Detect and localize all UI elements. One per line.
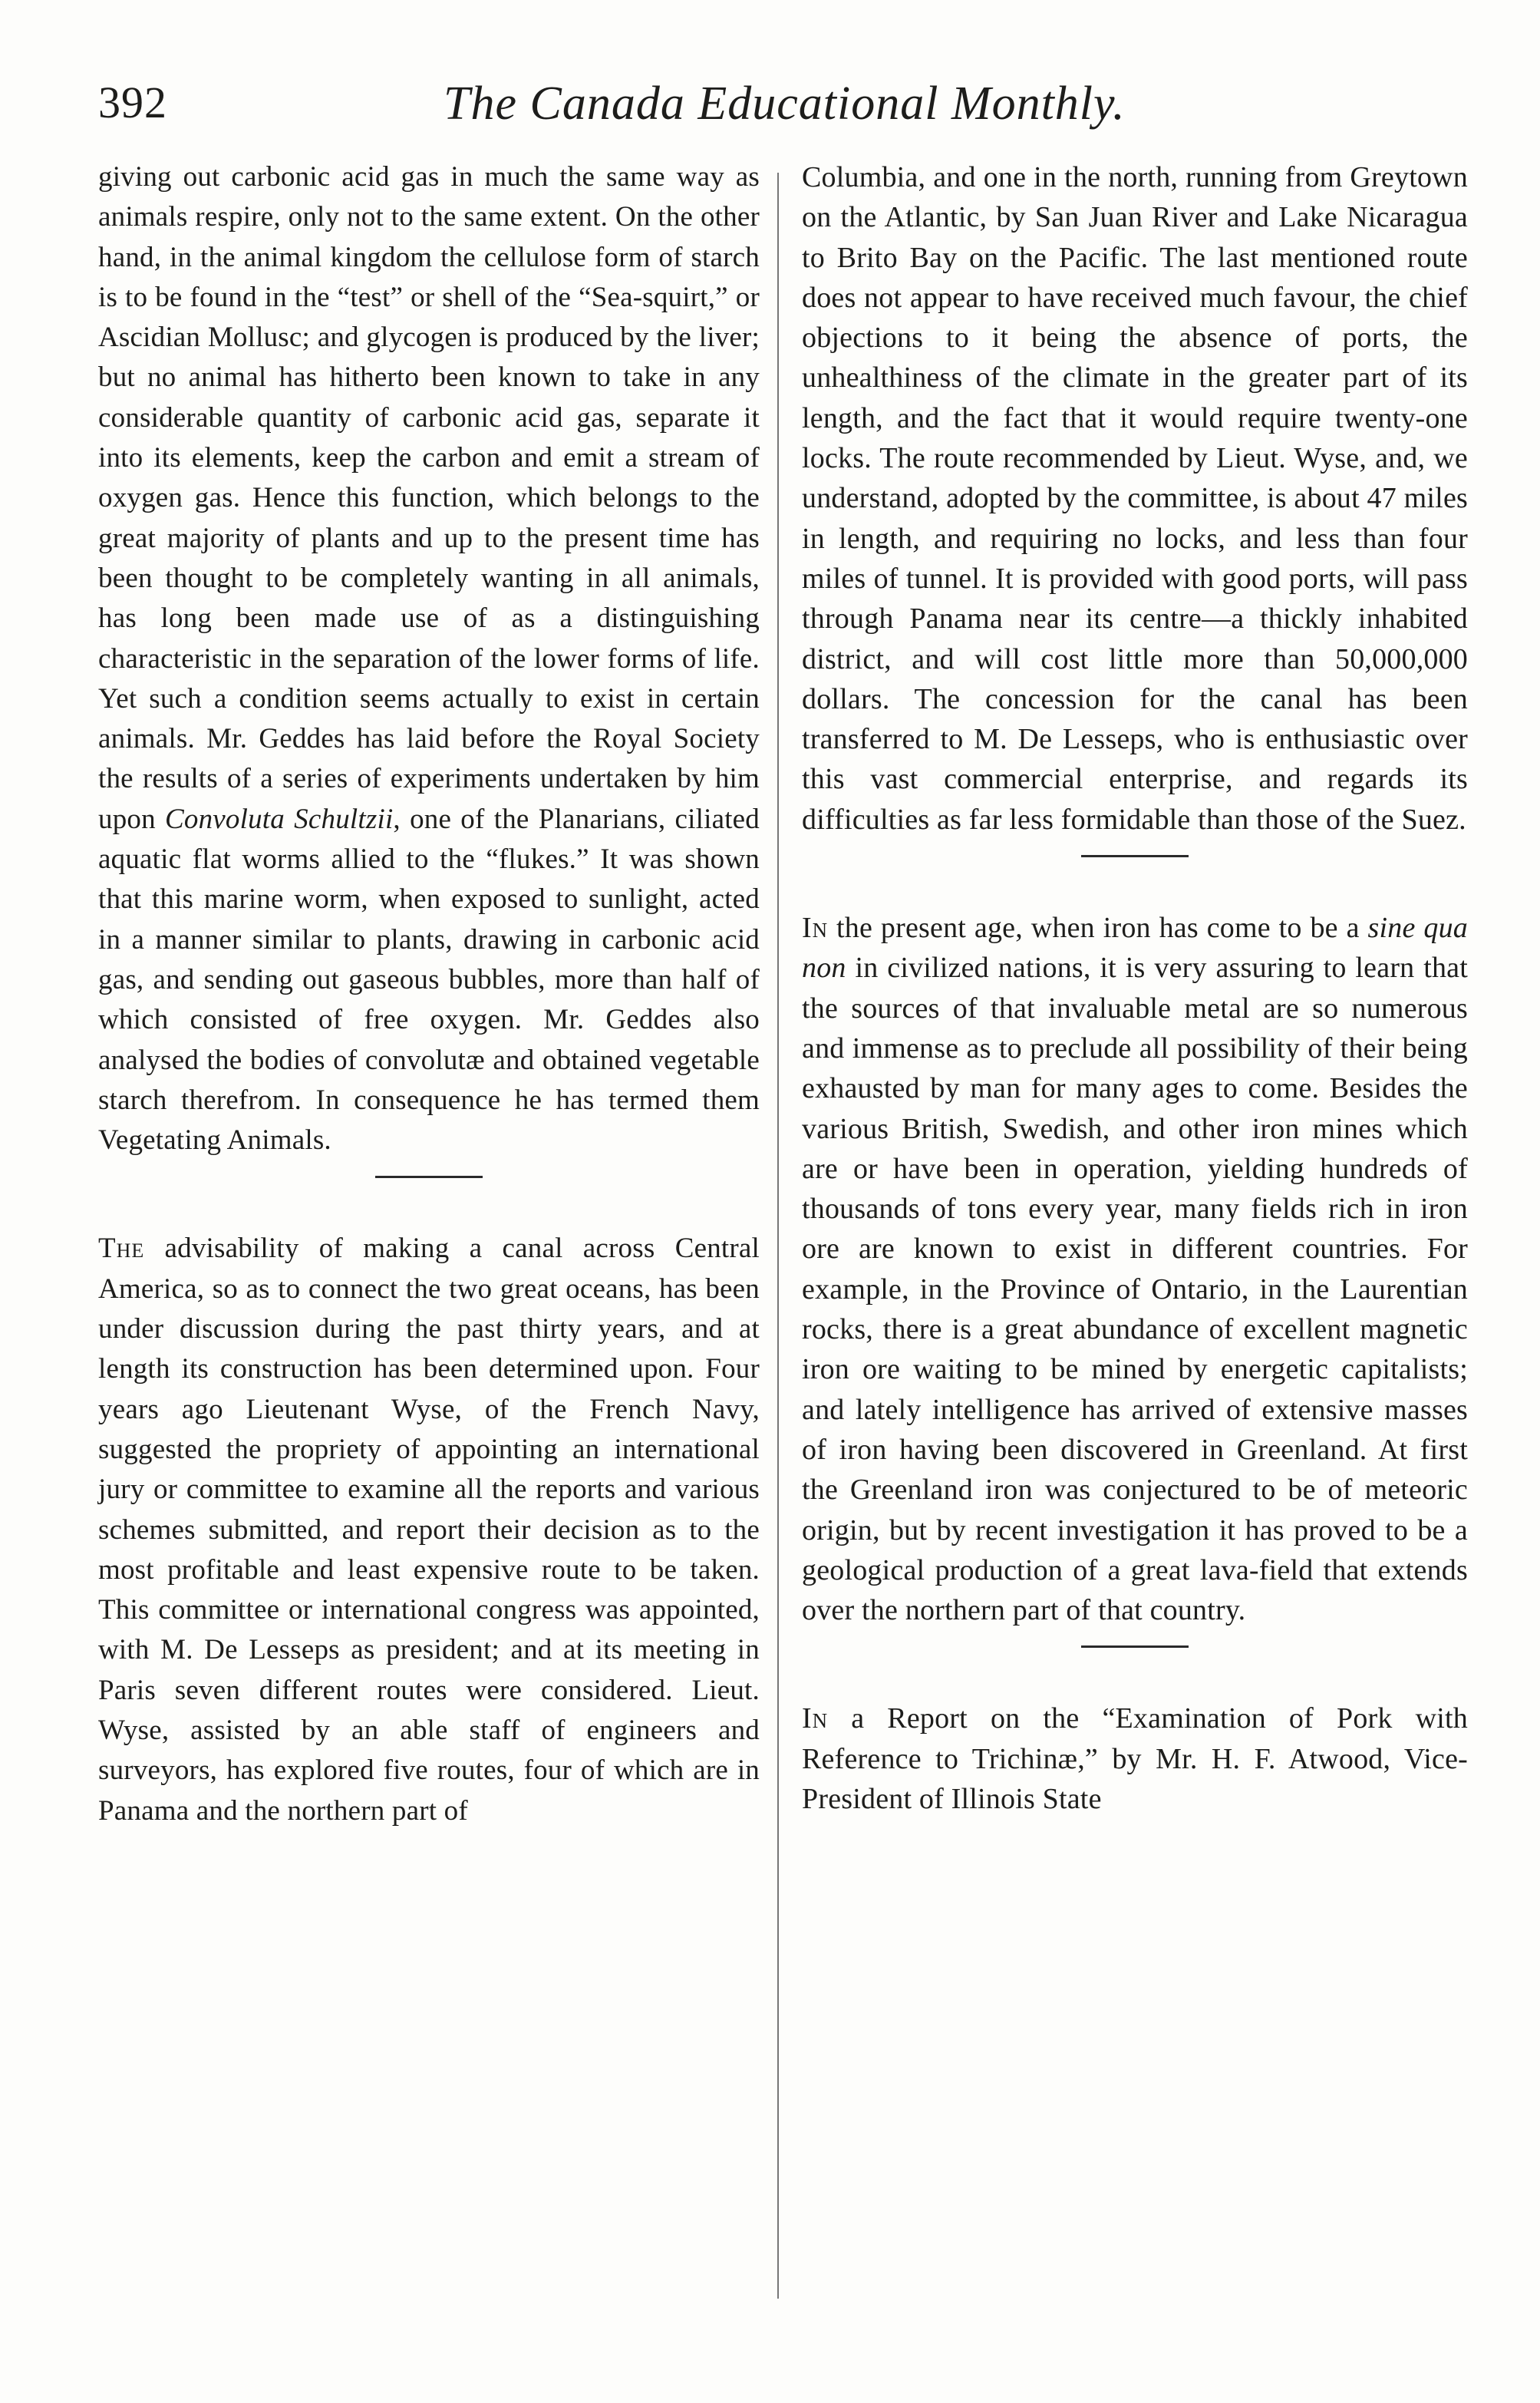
lead-word: In bbox=[802, 1702, 829, 1735]
page-number: 392 bbox=[98, 78, 167, 127]
paragraph-canal-routes bbox=[802, 157, 1468, 840]
left-column bbox=[98, 157, 760, 1831]
paragraph-canal-intro bbox=[98, 1229, 760, 1830]
section-separator bbox=[375, 1176, 483, 1178]
species-name: Convoluta Schultzii bbox=[165, 803, 394, 835]
paragraph-trichinae-report bbox=[802, 1698, 1468, 1819]
running-title: The Canada Educational Monthly. bbox=[444, 78, 1126, 130]
paragraph-text: giving out carbonic acid gas in much the same way as animals respire, only not to the same extent. On the other hand, in the animal kingdom the cellulose form of starch is to be found in the “test” or shell of the “Sea-squirt,” or Ascidian Mollusc; and glycogen is produced by the liver; but no animal has hitherto been known to take in any considerable quantity of carbonic acid gas, separate it into its elements, keep the carbon and emit a stream of oxygen gas. Hence this function, which belongs to the great majority of plants and up to the present time has been thought to be completely wanting in all animals, has long been made use of as a distinguishing characteristic in the separation of the lower forms of life. Yet such a condition seems actually to exist in certain animals. Mr. Geddes has laid before the Royal Society the results of a series of experiments undertaken by him upon bbox=[98, 161, 760, 835]
paragraph-vegetating-animals bbox=[98, 157, 760, 1160]
lead-word: In bbox=[802, 912, 829, 945]
paragraph-text: a Report on the “Examination of Pork with Reference to Trichinæ,” by Mr. H. F. Atwood, Vice-President of Illinois State bbox=[802, 1702, 1468, 1815]
paragraph-text: , one of the Planarians, ciliated aquatic flat worms allied to the “flukes.” It was shown that this marine worm, when exposed to sunlight, acted in a manner similar to plants, drawing in carbonic acid gas, and sending out gaseous bubbles, more than half of which consisted of free oxygen. Mr. Geddes also analysed the bodies of convolutæ and obtained vegetable starch therefrom. In consequence he has termed them Vegetating Animals. bbox=[98, 803, 760, 1157]
latin-phrase: sine qua non bbox=[802, 912, 1468, 985]
paragraph-iron-sources bbox=[802, 908, 1468, 1630]
right-column bbox=[802, 157, 1468, 1819]
section-separator bbox=[1081, 1645, 1189, 1648]
section-separator bbox=[1081, 855, 1189, 857]
column-rule bbox=[777, 173, 779, 2299]
paragraph-text: advisability of making a canal across Central America, so as to connect the two great oceans, has been under discussion during the past thirty years, and at length its construction has been determined upon. Four years ago Lieutenant Wyse, of the French Navy, suggested the propriety of appointing an international jury or committee to examine all the reports and various schemes submitted, and report their decision as to the most profitable and least expensive route to be taken. This committee or international congress was appointed, with M. De Lesseps as president; and at its meeting in Paris seven different routes were considered. Lieut. Wyse, assisted by an able staff of engineers and surveyors, has explored five routes, four of which are in Panama and the northern part of bbox=[98, 1233, 760, 1827]
lead-word: The bbox=[98, 1233, 145, 1265]
paragraph-text: in civilized nations, it is very assuring to learn that the sources of that invaluable metal are so numerous and immense as to preclude all possibility of their being exhausted by man for many ages to come. Besides the various British, Swedish, and other iron mines which are or have been in operation, yielding hundreds of thousands of tons every year, many fields rich in iron ore are known to exist in different countries. For example, in the Province of Ontario, in the Laurentian rocks, there is a great abundance of excellent magnetic iron ore waiting to be mined by energetic capitalists; and lately intelligence has arrived of extensive masses of iron having been discovered in Greenland. At first the Greenland iron was conjectured to be of meteoric origin, but by recent investigation it has proved to be a geological production of a great lava-field that extends over the northern part of that country. bbox=[802, 952, 1468, 1627]
running-head bbox=[98, 77, 1461, 146]
paragraph-text: the present age, when iron has come to be a bbox=[828, 912, 1368, 945]
paragraph-text: Columbia, and one in the north, running from Greytown on the Atlantic, by San Juan River and Lake Nicaragua to Brito Bay on the Pacific. The last mentioned route does not appear to have received much favour, the chief objections to it being the absence of ports, the unhealthiness of the climate in the greater part of its length, and the fact that it would require twenty-one locks. The route recommended by Lieut. Wyse, and, we understand, adopted by the committee, is about 47 miles in length, and requiring no locks, and less than four miles of tunnel. It is provided with good ports, will pass through Panama near its centre—a thickly inhabited district, and will cost little more than 50,000,000 dollars. The concession for the canal has been transferred to M. De Lesseps, who is enthusiastic over this vast commercial enterprise, and regards its difficulties as far less formidable than those of the Suez. bbox=[802, 161, 1468, 836]
